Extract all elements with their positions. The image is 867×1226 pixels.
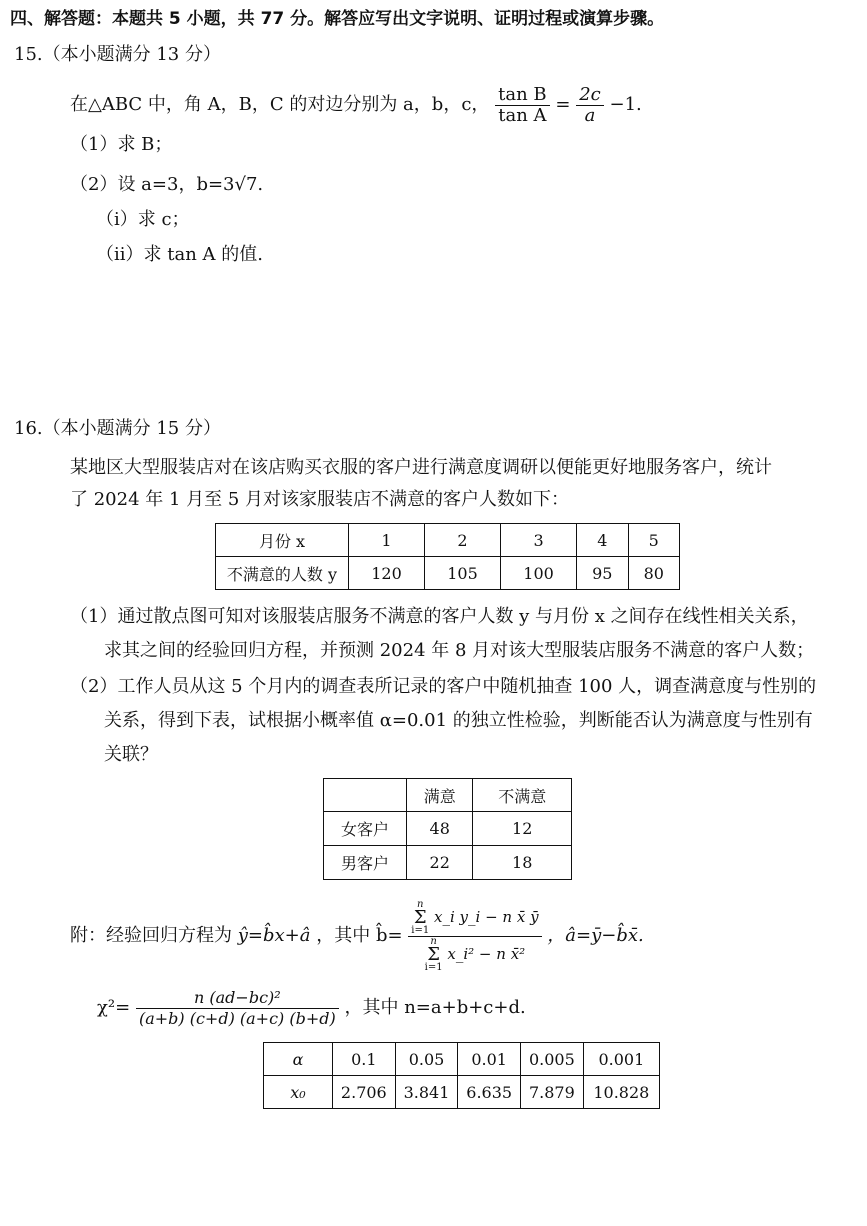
table-row — [324, 779, 572, 812]
table-cell: 100 — [501, 557, 577, 590]
table-cell: 女客户 — [324, 812, 407, 846]
table-header-cell: 不满意的人数 y — [216, 557, 349, 590]
table-header-cell: 满意 — [407, 779, 473, 812]
table-cell: 3 — [501, 524, 577, 557]
chi-fraction — [136, 988, 339, 1029]
monthly-dissatisfaction-table — [215, 523, 680, 590]
table-cell: 0.01 — [458, 1043, 521, 1076]
table-header-cell: α — [264, 1043, 333, 1076]
q15-rhs-num: 2c — [576, 85, 604, 106]
q16-part2-line1: （2）工作人员从这 5 个月内的调查表所记录的客户中随机抽查 100 人，调查满意度与性别的 — [70, 676, 817, 697]
table-header-cell: x₀ — [264, 1076, 333, 1109]
appendix-equation: ŷ=b̂x+â — [237, 925, 311, 946]
table-cell: 48 — [407, 812, 473, 846]
sum-symbol: n Σ i=1 — [411, 898, 430, 936]
b-hat-den-text: x_i² − n x̄² — [447, 944, 526, 963]
table-cell: 4 — [577, 524, 628, 557]
chi-square-formula — [97, 986, 526, 1030]
q16-part2-line2: 关系，得到下表，试根据小概率值 α=0.01 的独立性检验，判断能否认为满意度与性别有 — [104, 710, 813, 731]
sum-lower: i=1 — [411, 924, 430, 936]
q15-eq-tail: −1. — [609, 94, 642, 115]
table-cell: 0.05 — [395, 1043, 458, 1076]
q15-fraction-tan — [495, 85, 550, 126]
table-cell: 80 — [628, 557, 679, 590]
q16-intro-line1: 某地区大型服装店对在该店购买衣服的客户进行满意度调研以便能更好地服务客户，统计 — [70, 457, 772, 478]
q15-sub2: （ⅱ）求 tan A 的值. — [96, 244, 263, 265]
chi-numerator: n (ad−bc)² — [136, 988, 339, 1009]
b-hat-numerator — [408, 900, 541, 937]
table-header-cell: 月份 x — [216, 524, 349, 557]
chi-lhs: χ²= — [97, 997, 131, 1018]
table-row — [264, 1043, 660, 1076]
table-cell: 2.706 — [333, 1076, 396, 1109]
table-cell: 95 — [577, 557, 628, 590]
sum-symbol: n Σ i=1 — [424, 935, 443, 973]
table-cell: 5 — [628, 524, 679, 557]
table-row — [216, 557, 680, 590]
table-cell: 0.005 — [521, 1043, 584, 1076]
q16-intro-line2: 了 2024 年 1 月至 5 月对该家服装店不满意的客户人数如下： — [70, 489, 570, 510]
section-header: 四、解答题：本题共 5 小题，共 77 分。解答应写出文字说明、证明过程或演算步骤。 — [10, 9, 665, 29]
appendix-tail: ，â=ȳ−b̂x̄. — [547, 925, 644, 946]
q16-part1-line2: 求其之间的经验回归方程，并预测 2024 年 8 月对该大型服装店服务不满意的客户人数； — [104, 640, 815, 661]
q16-part2-line3: 关联？ — [104, 744, 158, 765]
table-cell: 男客户 — [324, 846, 407, 880]
q15-stem: 在△ABC 中，角 A，B，C 的对边分别为 a，b，c， $\frac{\text{tan B}}{\text{tan A}}$ = $\frac{2c}{a}$ −1. — [70, 83, 642, 126]
q15-title: 15.（本小题满分 13 分） — [14, 44, 221, 65]
sum-upper: n — [430, 935, 437, 947]
q16-title: 16.（本小题满分 15 分） — [14, 418, 221, 439]
b-hat-denominator — [408, 937, 541, 973]
chi-tail: ，其中 n=a+b+c+d. — [344, 997, 526, 1018]
table-cell: 1 — [349, 524, 425, 557]
table-cell: 0.001 — [583, 1043, 659, 1076]
table-cell: 6.635 — [458, 1076, 521, 1109]
appendix-mid: ，其中 b̂= — [316, 925, 403, 946]
q15-stem-text: 在△ABC 中，角 A，B，C 的对边分别为 a，b，c， — [70, 94, 490, 115]
table-cell: 120 — [349, 557, 425, 590]
chi-denominator: (a+b) (c+d) (a+c) (b+d) — [138, 1008, 336, 1028]
q16-part1-line1: （1）通过散点图可知对该服装店服务不满意的客户人数 y 与月份 x 之间存在线性相关关系， — [70, 606, 809, 627]
table-cell: 105 — [425, 557, 501, 590]
table-cell: 3.841 — [395, 1076, 458, 1109]
appendix-prefix: 附：经验回归方程为 — [70, 925, 232, 946]
table-header-cell: 不满意 — [473, 779, 572, 812]
table-row — [264, 1076, 660, 1109]
table-cell: 18 — [473, 846, 572, 880]
q15-frac-den: tan A — [498, 104, 547, 126]
table-cell: 10.828 — [583, 1076, 659, 1109]
table-cell: 12 — [473, 812, 572, 846]
b-hat-num-text: x_i y_i − n x̄ ȳ — [434, 907, 539, 926]
table-cell: 0.1 — [333, 1043, 396, 1076]
q15-part1: （1）求 B； — [70, 134, 173, 155]
q15-part2: （2）设 a=3，b=3√7. — [70, 174, 264, 195]
critical-value-table — [263, 1042, 660, 1109]
q15-sub1: （ⅰ）求 c； — [96, 209, 190, 230]
q15-frac-num: tan B — [495, 85, 550, 106]
b-hat-fraction — [408, 900, 541, 973]
table-row — [324, 812, 572, 846]
q15-rhs-den: a — [584, 104, 596, 126]
table-header-cell — [324, 779, 407, 812]
gender-satisfaction-table — [323, 778, 572, 880]
table-cell: 7.879 — [521, 1076, 584, 1109]
table-row — [216, 524, 680, 557]
appendix-regression — [70, 896, 644, 976]
q15-fraction-rhs — [576, 85, 604, 126]
sum-lower: i=1 — [424, 961, 443, 973]
sum-upper: n — [417, 898, 424, 910]
table-cell: 22 — [407, 846, 473, 880]
table-row — [324, 846, 572, 880]
table-cell: 2 — [425, 524, 501, 557]
